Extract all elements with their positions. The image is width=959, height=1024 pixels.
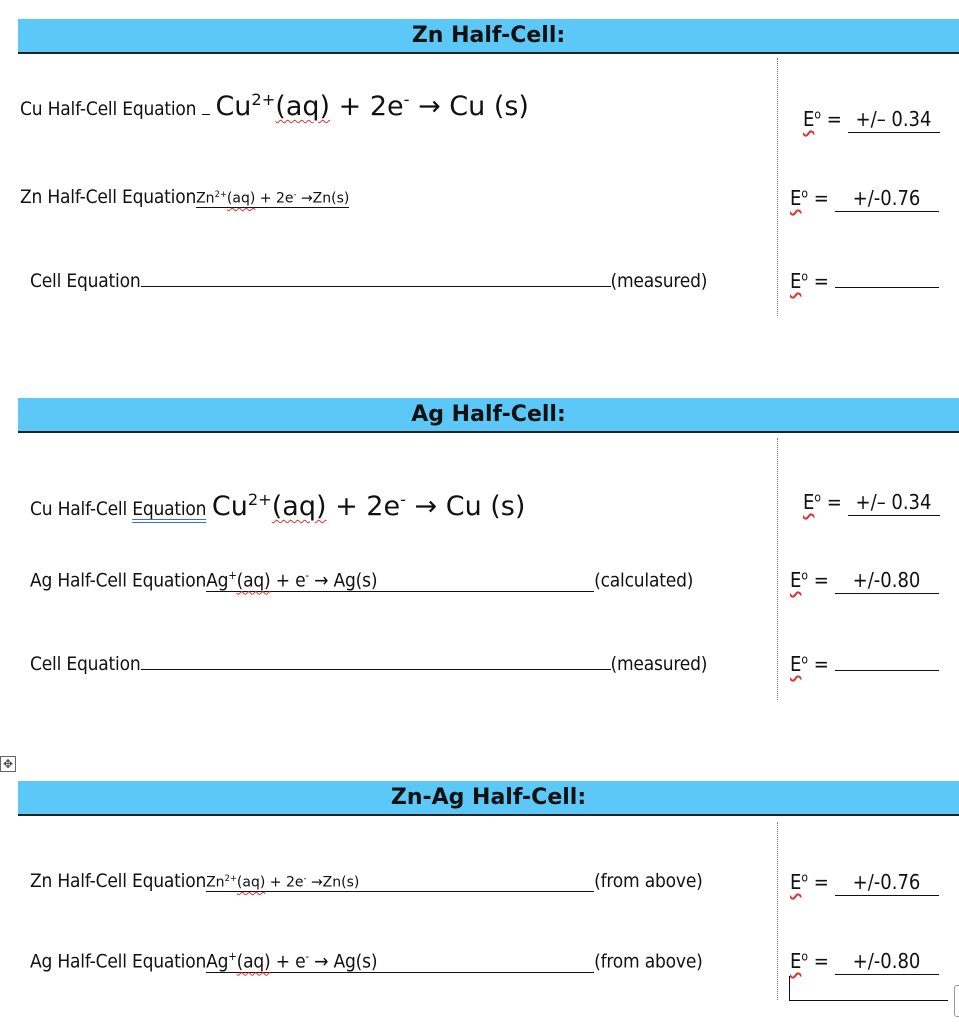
zn-half-cell-row (30, 870, 703, 893)
section-header-zn-ag (18, 781, 959, 816)
equation: $Cu^{2+}(aq) + 2e^- \to Cu$ (s) (211, 490, 526, 522)
eo-field[interactable]: $E^o$ = (790, 649, 939, 676)
row-label: Cu Half-Cell Equation (20, 98, 197, 120)
row-label: Ag Half-Cell Equation (30, 569, 207, 592)
row-note: (from above) (594, 870, 703, 892)
eo-value[interactable]: +/-0.80 (835, 949, 939, 975)
row-note: (measured) (610, 653, 708, 675)
equation[interactable]: $Zn^{2+}(aq) + 2e^- \to Zn(s)$ (206, 873, 594, 892)
eo-field[interactable]: $E^o = +/-0.80$ (790, 949, 939, 975)
eo-field[interactable]: $E^o = +/-0.76$ (790, 870, 939, 896)
row-label: Zn Half-Cell Equation (20, 186, 197, 208)
equation[interactable]: Ag+(aq) + e- → Ag(s) (206, 568, 594, 592)
eo-value[interactable] (835, 266, 939, 288)
section-title: Ag Half-Cell: (411, 402, 566, 427)
column-divider (777, 58, 778, 316)
ag-half-cell-row (30, 949, 703, 973)
cursor-cell-outline[interactable] (789, 976, 948, 1001)
section-title: Zn Half-Cell: (411, 23, 566, 48)
equation: $Cu^{2+}(aq) + 2e^- \to Cu$ (s) (215, 90, 529, 122)
eo-value[interactable]: +/– 0.34 (848, 490, 940, 516)
row-label-equation: Equation (132, 498, 207, 520)
section-header-zn (18, 19, 959, 54)
eo-value[interactable]: +/-0.76 (835, 870, 939, 896)
row-label: Cell Equation (30, 653, 141, 675)
zn-half-cell-row (20, 186, 349, 209)
eo-field[interactable]: $E^o$ = +/– 0.34 (803, 107, 940, 133)
row-note: (calculated) (594, 569, 694, 592)
eo-field[interactable]: $E^o = +/-0.80$ (790, 568, 939, 594)
eo-value[interactable]: +/– 0.34 (848, 107, 940, 133)
ag-half-cell-row (30, 568, 693, 592)
cu-half-cell-row: Cu Half-Cell Equation $Cu^{2+}(aq) + 2e^- \to Cu$ (s) (30, 490, 526, 522)
eo-field[interactable]: $E^o$ = (790, 266, 939, 293)
move-handle-icon[interactable]: ✥ (0, 756, 16, 772)
row-label: Ag Half-Cell Equation (30, 950, 207, 973)
eo-value[interactable]: +/-0.80 (835, 568, 939, 594)
row-label: Cell Equation (30, 270, 141, 292)
eo-value[interactable] (835, 649, 939, 671)
row-note: (from above) (594, 950, 703, 973)
cell-equation-row (30, 266, 707, 293)
section-title: Zn-Ag Half-Cell: (390, 785, 587, 810)
section-header-ag (18, 398, 959, 433)
row-label: Zn Half-Cell Equation (30, 870, 207, 892)
eo-field[interactable]: $E^o = +/-0.76$ (790, 186, 939, 212)
scroll-handle[interactable] (954, 985, 959, 1017)
row-note: (measured) (610, 270, 708, 292)
column-divider (777, 438, 778, 700)
cu-half-cell-row (20, 90, 529, 122)
eo-value[interactable]: +/-0.76 (835, 186, 939, 212)
cell-equation-row (30, 649, 707, 676)
cell-equation-blank[interactable] (141, 649, 611, 670)
equation[interactable]: Ag+(aq) + e- → Ag(s) (206, 949, 594, 973)
equation[interactable]: $Zn^{2+}(aq) + 2e^- \to Zn(s)$ (196, 189, 350, 207)
cell-equation-blank[interactable] (141, 266, 611, 287)
column-divider (777, 822, 778, 1000)
eo-field[interactable]: $E^o$ = +/– 0.34 (803, 490, 940, 516)
